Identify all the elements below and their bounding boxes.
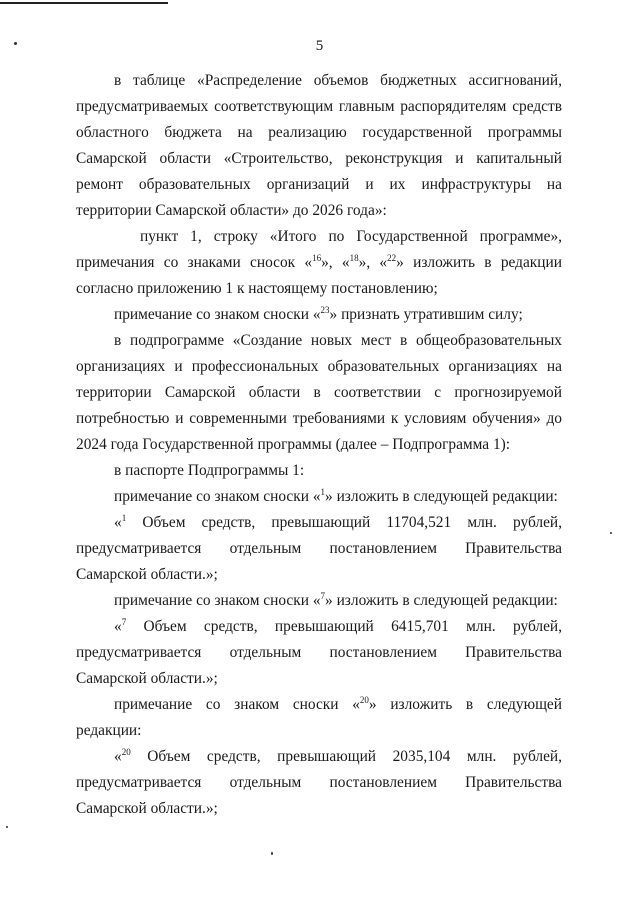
page-number: 5	[315, 38, 324, 54]
paragraph-subprogram-1: в подпрограмме «Создание новых мест в общеобразовательных организациях и профессиональных образовательных организациях на территории Самарской области в соответствии с прогнозируемой потребностью и современными требованиями к условиям обучения» до 2024 года Государственной программы (далее – Подпрограмма 1):	[76, 332, 562, 453]
document-body	[76, 68, 562, 822]
footnote-marker: 7	[320, 590, 326, 601]
footnote-marker: 18	[349, 252, 359, 263]
paragraph-note-20-text: «$^{20}$ Объем средств, превышающий 2035,104 млн. рублей, предусматривается отдельным постановлением Правительства Самарской области.»;	[76, 746, 562, 817]
footnote-marker: 1	[121, 512, 127, 523]
scan-speck	[610, 532, 612, 534]
footnote-marker: 7	[121, 616, 127, 627]
scan-speck	[271, 852, 273, 855]
footnote-marker: 20	[121, 746, 131, 757]
paragraph-note-1-text: «$^1$ Объем средств, превышающий 11704,521 млн. рублей, предусматривается отдельным постановлением Правительства Самарской области.»;	[76, 512, 562, 583]
footnote-marker: 16	[312, 252, 322, 263]
paragraph-note-20-heading: примечание со знаком сноски «$^{20}$» изложить в следующей редакции:	[76, 694, 562, 739]
paragraph-note-1-heading: примечание со знаком сноски «$^1$» изложить в следующей редакции:	[114, 486, 558, 505]
paragraph-note-23-invalid: примечание со знаком сноски «$^{23}$» признать утратившим силу;	[114, 304, 523, 323]
scan-speck	[6, 826, 8, 828]
paragraph-item-1-notes: пункт 1, строку «Итого по Государственной программе», примечания со знаками сносок «$^{16}$», «$^{18}$», «$^{22}$» изложить в редакции согласно приложению 1 к настоящему постановлению;	[76, 228, 562, 297]
paragraph-passport: в паспорте Подпрограммы 1:	[114, 462, 305, 479]
footnote-marker: 1	[320, 486, 326, 497]
scan-edge-line	[0, 2, 168, 4]
footnote-marker: 20	[359, 694, 369, 705]
paragraph-table-reference: в таблице «Распределение объемов бюджетных ассигнований, предусматриваемых соответствующим главным распорядителям средств областного бюджета на реализацию государственной программы Самарской области «Строительство, реконструкция и капитальный ремонт образовательных организаций и их инфраструктуры на территории Самарской области» до 2026 года»:	[76, 72, 562, 219]
paragraph-note-7-heading: примечание со знаком сноски «$^7$» изложить в следующей редакции:	[114, 590, 558, 609]
footnote-marker: 22	[387, 252, 397, 263]
footnote-marker: 23	[320, 304, 330, 315]
paragraph-note-7-text: «$^7$ Объем средств, превышающий 6415,701 млн. рублей, предусматривается отдельным постановлением Правительства Самарской области.»;	[76, 616, 562, 687]
